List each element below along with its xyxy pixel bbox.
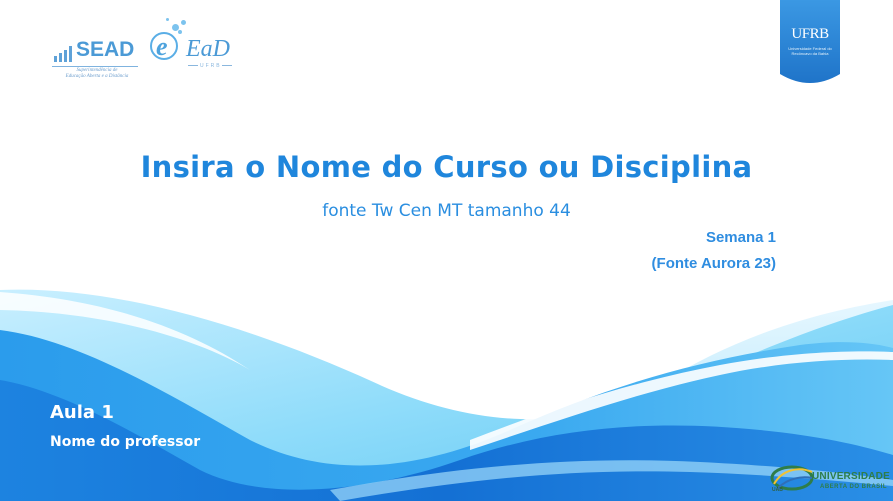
badge-shape-icon <box>780 0 840 86</box>
ufrb-wordmark: UFRB <box>791 26 829 42</box>
uab-mark: UAB <box>772 487 783 493</box>
uab-line2: ABERTA DO BRASIL <box>820 484 887 490</box>
sead-subtitle-line2: Educação Aberta e a Distância <box>65 74 129 79</box>
uab-line1: UNIVERSIDADE <box>812 471 890 482</box>
lesson-label: Aula 1 <box>50 402 114 423</box>
bars-icon <box>54 46 76 62</box>
sead-subtitle-line1: Superintendência de <box>76 68 118 73</box>
week-font-note: (Fonte Aurora 23) <box>651 255 776 272</box>
uab-logo <box>768 460 893 501</box>
professor-name: Nome do professor <box>50 434 201 450</box>
eead-letter: e <box>156 32 168 61</box>
uab-swoosh-icon <box>768 460 814 500</box>
eead-divider-right <box>222 65 232 66</box>
sead-logo <box>52 36 152 82</box>
ufrb-subtitle-line1: Universidade Federal do <box>788 46 832 51</box>
sead-wordmark: SEAD <box>76 38 135 61</box>
bubble-icon <box>166 18 169 21</box>
eead-divider-left <box>188 65 198 66</box>
title-font-note: fonte Tw Cen MT tamanho 44 <box>322 201 571 221</box>
ufrb-subtitle <box>786 46 834 56</box>
ufrb-badge <box>780 0 840 86</box>
eead-subtitle: UFRB <box>200 63 222 69</box>
eead-wordmark: EaD <box>186 36 230 62</box>
eead-logo <box>148 18 248 78</box>
bubble-icon <box>181 20 186 25</box>
week-label: Semana 1 <box>705 229 776 246</box>
course-title: Insira o Nome do Curso ou Disciplina <box>140 150 753 184</box>
ufrb-subtitle-line2: Recôncavo da Bahia <box>791 51 829 56</box>
sead-subtitle <box>54 68 140 80</box>
sead-divider <box>52 66 138 67</box>
bubble-icon <box>178 30 182 34</box>
